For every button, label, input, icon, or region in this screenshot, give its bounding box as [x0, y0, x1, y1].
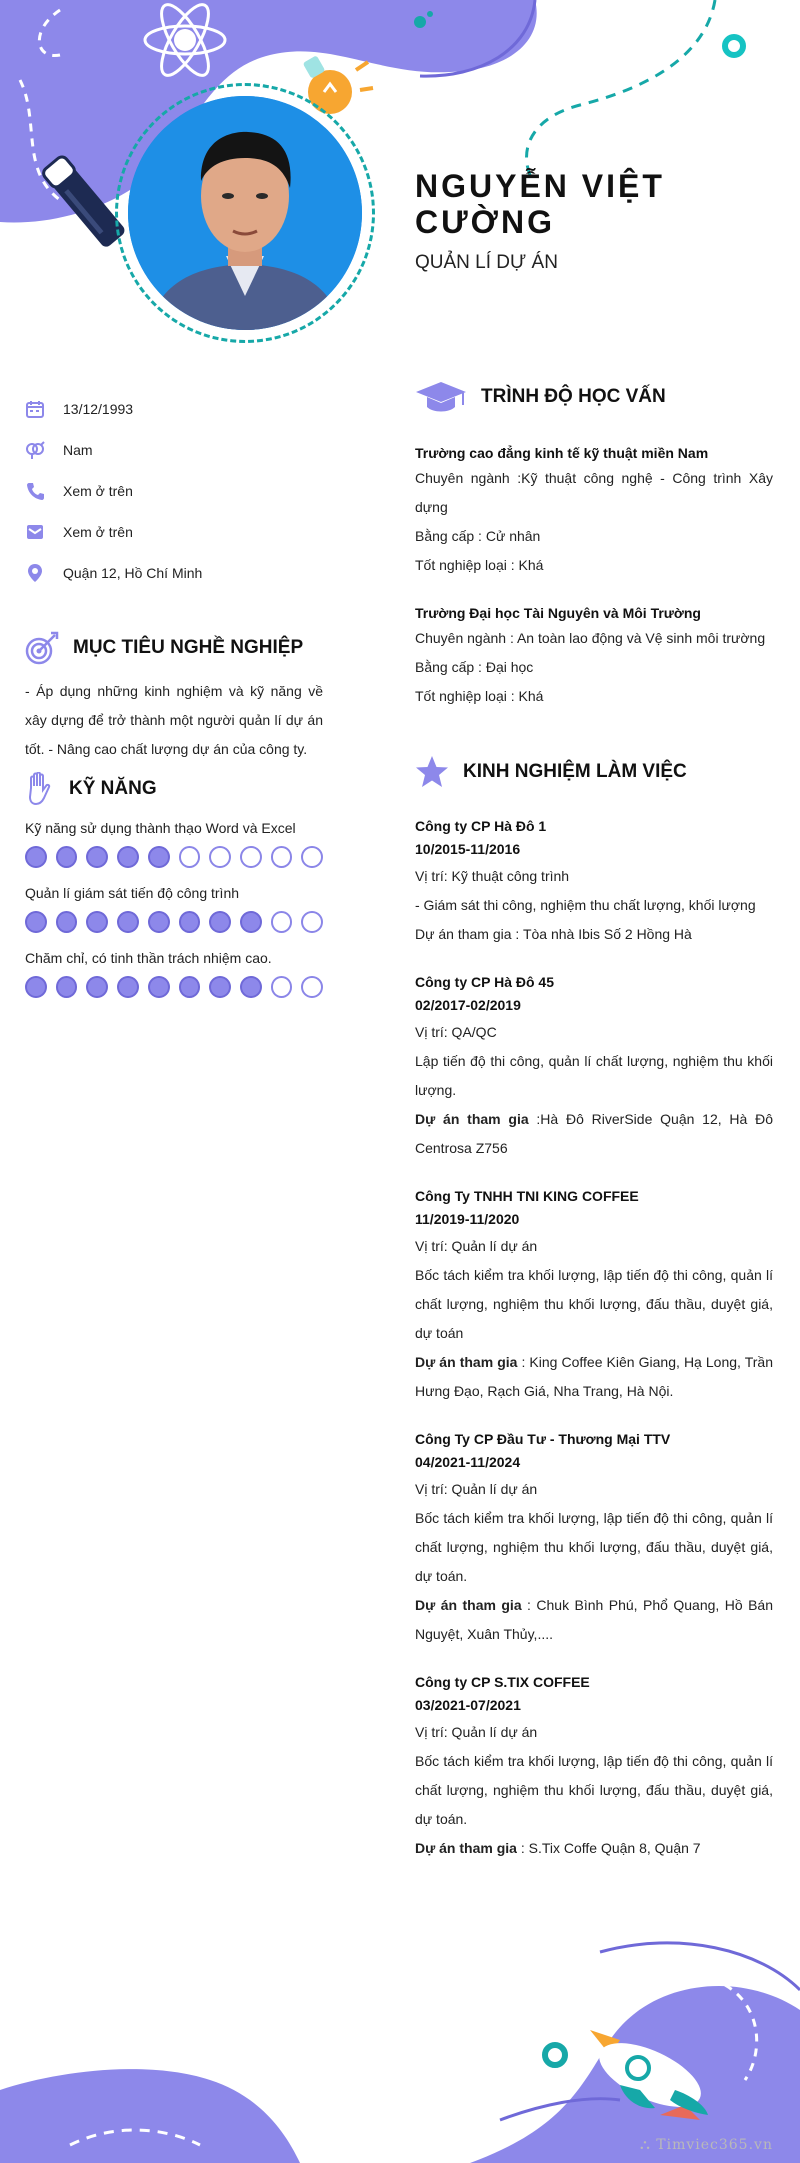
skill-dot-filled [209, 976, 231, 998]
education-line: Tốt nghiệp loại : Khá [415, 557, 544, 573]
skill-dot-filled [86, 846, 108, 868]
avatar [128, 96, 362, 330]
skill-item [25, 820, 323, 868]
skill-dot-filled [117, 976, 139, 998]
skill-rating [25, 976, 323, 998]
skill-dot-filled [179, 911, 201, 933]
work-project: Dự án tham gia : Tòa nhà Ibis Số 2 Hồng Hà [415, 926, 692, 942]
education-line: Chuyên ngành : An toàn lao động và Vệ sinh môi trường [415, 630, 766, 646]
education-line: Chuyên ngành :Kỹ thuật công nghệ - Công trình Xây dựng [415, 470, 773, 515]
project-value: :Hà Đô RiverSide Quận 12, Hà Đô Centrosa Z756 [415, 1111, 773, 1156]
project-value: : S.Tix Coffe Quận 8, Quận 7 [516, 1840, 701, 1856]
skills-list [25, 820, 323, 998]
experience-item [415, 1671, 773, 1863]
work-position: Vị trí: Quản lí dự án [415, 1238, 538, 1254]
skill-dot-filled [86, 911, 108, 933]
graduation-cap-icon [415, 380, 467, 414]
skill-dot-empty [301, 846, 323, 868]
education-item [415, 602, 773, 711]
skill-dot-filled [240, 976, 262, 998]
skill-dot-filled [86, 976, 108, 998]
skill-dot-filled [25, 976, 47, 998]
skills-title: KỸ NĂNG [69, 778, 157, 799]
work-duty: Bốc tách kiểm tra khối lượng, lập tiến độ thi công, quản lí chất lượng, nghiệm thu khối lượng, đấu thầu, duyệt giá, dự toán [415, 1267, 773, 1341]
work-duty: Bốc tách kiểm tra khối lượng, lập tiến độ thi công, quản lí chất lượng, nghiệm thu khối lượng, đấu thầu, duyệt giá, dự toán. [415, 1510, 773, 1584]
contact-text: 13/12/1993 [63, 400, 134, 417]
skill-dot-empty [240, 846, 262, 868]
skill-item [25, 885, 323, 933]
work-period: 11/2019-11/2020 [415, 1211, 520, 1227]
experience-item [415, 971, 773, 1163]
company-name: Công Ty CP Đầu Tư - Thương Mại TTV [415, 1431, 671, 1447]
project-value: : King Coffee Kiên Giang, Hạ Long, Trần Hưng Đạo, Rạch Giá, Nha Trang, Hà Nội. [415, 1354, 773, 1399]
company-name: Công ty CP S.TIX COFFEE [415, 1674, 590, 1690]
skill-dot-filled [148, 976, 170, 998]
work-position: Vị trí: Quản lí dự án [415, 1481, 538, 1497]
contact-text: Quận 12, Hồ Chí Minh [63, 564, 203, 581]
skill-dot-filled [56, 846, 78, 868]
watermark-text: Timviec365.vn [656, 2137, 773, 2153]
skill-name: Quản lí giám sát tiến độ công trình [25, 885, 240, 901]
work-duty: - Giám sát thi công, nghiệm thu chất lượng, khối lượng [415, 897, 756, 913]
education-line: Tốt nghiệp loại : Khá [415, 688, 544, 704]
right-column [415, 380, 773, 1863]
skill-dot-filled [148, 846, 170, 868]
contact-text: Nam [63, 441, 93, 458]
contact-text: Xem ở trên [63, 523, 133, 540]
skill-rating [25, 846, 323, 868]
contact-gender [25, 429, 323, 470]
work-position: Vị trí: Kỹ thuật công trình [415, 868, 570, 884]
person-photo-icon [128, 96, 362, 330]
school-name: Trường Đại học Tài Nguyên và Môi Trường [415, 605, 701, 621]
work-period: 04/2021-11/2024 [415, 1454, 521, 1470]
contact-location [25, 552, 323, 593]
left-column [25, 388, 323, 1015]
skill-dot-empty [179, 846, 201, 868]
candidate-name: NGUYỄN VIỆT CƯỜNG [415, 168, 665, 240]
experience-item [415, 1185, 773, 1406]
skills-section [25, 772, 323, 998]
objective-header [25, 631, 323, 665]
skill-dot-empty [271, 911, 293, 933]
rocket-icon [580, 2020, 720, 2130]
skill-dot-empty [209, 846, 231, 868]
project-value: : Chuk Bình Phú, Phổ Quang, Hồ Bán Nguyệt, Xuân Thủy,.... [415, 1597, 773, 1642]
objective-title: MỤC TIÊU NGHỀ NGHIỆP [73, 637, 304, 658]
skill-dot-filled [117, 911, 139, 933]
work-period: 03/2021-07/2021 [415, 1697, 521, 1713]
hand-icon [25, 772, 55, 806]
watermark [640, 2137, 773, 2153]
skill-item [25, 950, 323, 998]
objective-text: - Áp dụng những kinh nghiệm và kỹ năng về xây dựng để trở thành một người quản lí dự án tốt. - Nâng cao chất lượng dự án của công ty. [25, 683, 323, 757]
school-name: Trường cao đẳng kinh tế kỹ thuật miền Nam [415, 445, 709, 461]
skill-dot-filled [25, 846, 47, 868]
contact-list [25, 388, 323, 593]
company-name: Công Ty TNHH TNI KING COFFEE [415, 1188, 639, 1204]
experience-title: KINH NGHIỆM LÀM VIỆC [463, 761, 687, 782]
objective-section [25, 631, 323, 764]
education-item [415, 442, 773, 580]
education-header [415, 380, 773, 414]
project-label: Dự án tham gia [415, 1840, 517, 1856]
email-icon [25, 522, 45, 542]
candidate-role: QUẢN LÍ DỰ ÁN [415, 252, 558, 273]
education-line: Bằng cấp : Đại học [415, 659, 534, 675]
target-icon [25, 631, 59, 665]
work-project [415, 1348, 773, 1406]
work-duty: Bốc tách kiểm tra khối lượng, lập tiến độ thi công, quản lí chất lượng, nghiệm thu khối lượng, đấu thầu, duyệt giá, dự toán. [415, 1753, 773, 1827]
skill-dot-empty [301, 911, 323, 933]
avatar-frame [115, 83, 375, 343]
location-icon [25, 563, 45, 583]
contact-birthday [25, 388, 323, 429]
skill-name: Chăm chỉ, có tinh thần trách nhiệm cao. [25, 950, 272, 966]
education-line: Bằng cấp : Cử nhân [415, 528, 541, 544]
experience-item [415, 1428, 773, 1649]
work-period: 02/2017-02/2019 [415, 997, 521, 1013]
work-project [415, 1105, 773, 1163]
skill-dot-empty [271, 976, 293, 998]
experience-header [415, 755, 773, 789]
skill-dot-filled [56, 911, 78, 933]
skill-dot-filled [209, 911, 231, 933]
contact-phone [25, 470, 323, 511]
work-project [415, 1834, 773, 1863]
skill-dot-empty [271, 846, 293, 868]
gender-icon [25, 440, 45, 460]
contact-email [25, 511, 323, 552]
contact-text: Xem ở trên [63, 482, 133, 499]
skill-name: Kỹ năng sử dụng thành thạo Word và Excel [25, 820, 296, 836]
company-name: Công ty CP Hà Đô 1 [415, 818, 547, 834]
work-position: Vị trí: QA/QC [415, 1024, 497, 1040]
star-icon [415, 755, 449, 789]
skill-dot-filled [148, 911, 170, 933]
skill-dot-filled [117, 846, 139, 868]
work-position: Vị trí: Quản lí dự án [415, 1724, 538, 1740]
atom-icon [140, 2, 230, 82]
skills-header [25, 772, 323, 806]
skill-dot-empty [301, 976, 323, 998]
skill-dot-filled [56, 976, 78, 998]
work-project [415, 1591, 773, 1649]
skill-dot-filled [179, 976, 201, 998]
experience-item [415, 815, 773, 949]
project-label: Dự án tham gia [415, 1354, 518, 1370]
company-name: Công ty CP Hà Đô 45 [415, 974, 554, 990]
calendar-icon [25, 399, 45, 419]
project-label: Dự án tham gia [415, 1597, 522, 1613]
education-title: TRÌNH ĐỘ HỌC VẤN [481, 386, 666, 407]
skill-dot-filled [240, 911, 262, 933]
work-period: 10/2015-11/2016 [415, 841, 521, 857]
skill-dot-filled [25, 911, 47, 933]
skill-rating [25, 911, 323, 933]
watermark-icon: ⛬ [640, 2137, 657, 2153]
phone-icon [25, 481, 45, 501]
project-label: Dự án tham gia [415, 1111, 529, 1127]
work-duty: Lập tiến độ thi công, quản lí chất lượng, nghiệm thu khối lượng. [415, 1053, 773, 1098]
